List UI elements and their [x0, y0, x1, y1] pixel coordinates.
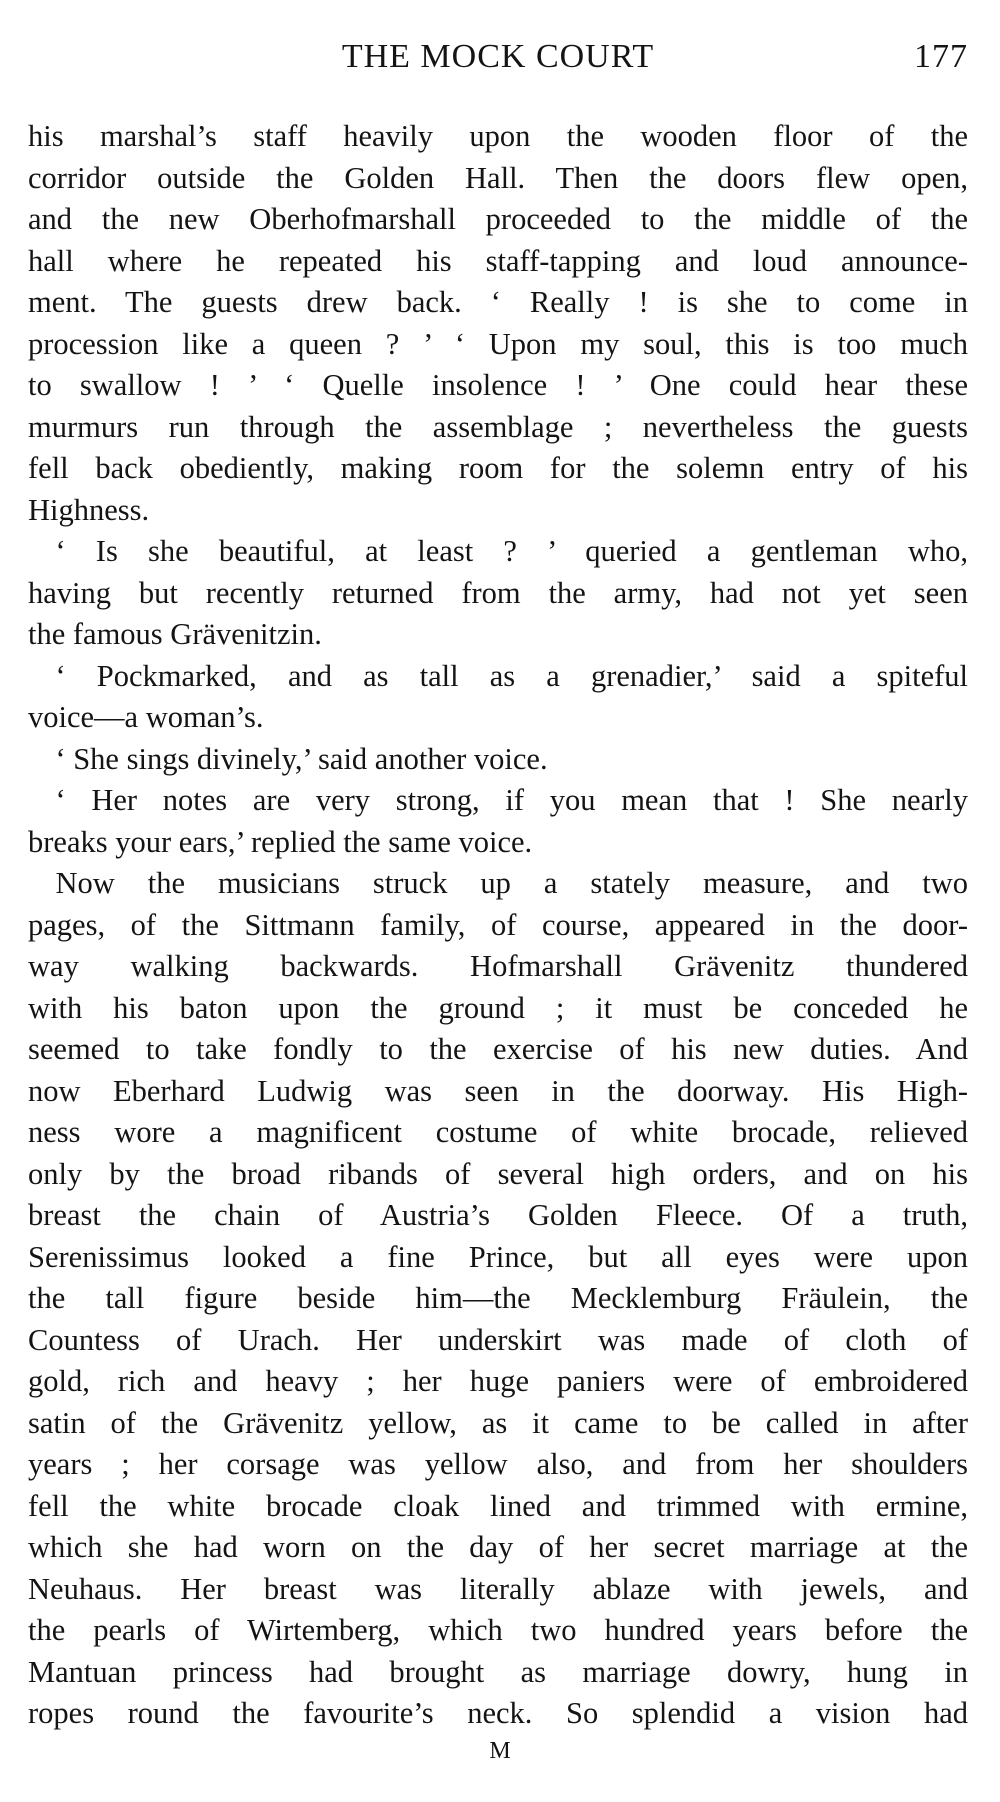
- text-line: and the new Oberhofmarshall proceeded to the middle of the: [28, 202, 968, 236]
- text-line: breaks your ears,’ replied the same voice.: [28, 824, 533, 859]
- text-line: ‘ Is she beautiful, at least ? ’ queried a gentleman who,: [55, 534, 968, 568]
- text-line: Serenissimus looked a fine Prince, but all eyes were upon: [28, 1239, 968, 1274]
- text-line: ment. The guests drew back. ‘ Really ! is she to come in: [28, 285, 968, 319]
- text-line: to swallow ! ’ ‘ Quelle insolence ! ’ One could hear these: [28, 368, 968, 402]
- text-line: breast the chain of Austria’s Golden Fleece. Of a truth,: [28, 1198, 968, 1232]
- text-line: his marshal’s staff heavily upon the wooden floor of the: [28, 119, 968, 153]
- text-line: pages, of the Sittmann family, of course, appeared in the door-: [28, 907, 968, 942]
- text-line: Now the musicians struck up a stately measure, and two: [55, 866, 968, 900]
- text-line: having but recently returned from the army, had not yet seen: [28, 575, 968, 610]
- text-line: seemed to take fondly to the exercise of his new duties. And: [28, 1032, 968, 1066]
- text-line: ropes round the favourite’s neck. So splendid a vision had: [28, 1696, 968, 1730]
- text-line: only by the broad ribands of several high orders, and on his: [28, 1156, 968, 1191]
- text-line: gold, rich and heavy ; her huge paniers were of embroidered: [28, 1364, 968, 1398]
- text-line: Mantuan princess had brought as marriage dowry, hung in: [28, 1654, 968, 1689]
- page-number: 177: [914, 38, 968, 75]
- signature-mark: M: [489, 1738, 511, 1764]
- text-line: corridor outside the Golden Hall. Then the doors flew open,: [28, 160, 968, 195]
- text-line: the famous Grävenitzin.: [28, 617, 322, 651]
- text-line: murmurs run through the assemblage ; nevertheless the guests: [28, 409, 968, 444]
- text-line: the tall figure beside him—the Mecklemburg Fräulein, the: [28, 1281, 968, 1315]
- text-line: now Eberhard Ludwig was seen in the doorway. His High-: [28, 1073, 968, 1108]
- body-text: [28, 116, 968, 1735]
- text-line: ‘ Her notes are very strong, if you mean that ! She nearly: [55, 783, 968, 817]
- text-line: the pearls of Wirtemberg, which two hundred years before the: [28, 1613, 968, 1647]
- running-title: THE MOCK COURT: [341, 38, 655, 75]
- text-line: satin of the Grävenitz yellow, as it came to be called in after: [28, 1405, 968, 1440]
- text-line: way walking backwards. Hofmarshall Grävenitz thundered: [28, 949, 968, 983]
- running-head: [28, 38, 968, 82]
- text-line: ‘ Pockmarked, and as tall as a grenadier,’ said a spiteful: [55, 658, 968, 693]
- text-line: with his baton upon the ground ; it must be conceded he: [28, 990, 968, 1025]
- text-line: voice—a woman’s.: [28, 700, 264, 734]
- text-line: Countess of Urach. Her underskirt was made of cloth of: [28, 1322, 968, 1357]
- text-line: years ; her corsage was yellow also, and from her shoulders: [28, 1447, 968, 1481]
- text-line: Highness.: [28, 492, 150, 527]
- text-line: procession like a queen ? ’ ‘ Upon my soul, this is too much: [28, 326, 968, 361]
- text-line: hall where he repeated his staff-tapping and loud announce-: [28, 243, 968, 278]
- text-line: fell back obediently, making room for the solemn entry of his: [28, 451, 968, 485]
- text-line: which she had worn on the day of her secret marriage at the: [28, 1530, 968, 1564]
- text-line: fell the white brocade cloak lined and trimmed with ermine,: [28, 1488, 968, 1523]
- text-line: ness wore a magnificent costume of white brocade, relieved: [28, 1115, 968, 1149]
- text-line: Neuhaus. Her breast was literally ablaze with jewels, and: [28, 1571, 968, 1606]
- text-line: ‘ She sings divinely,’ said another voice.: [55, 741, 548, 776]
